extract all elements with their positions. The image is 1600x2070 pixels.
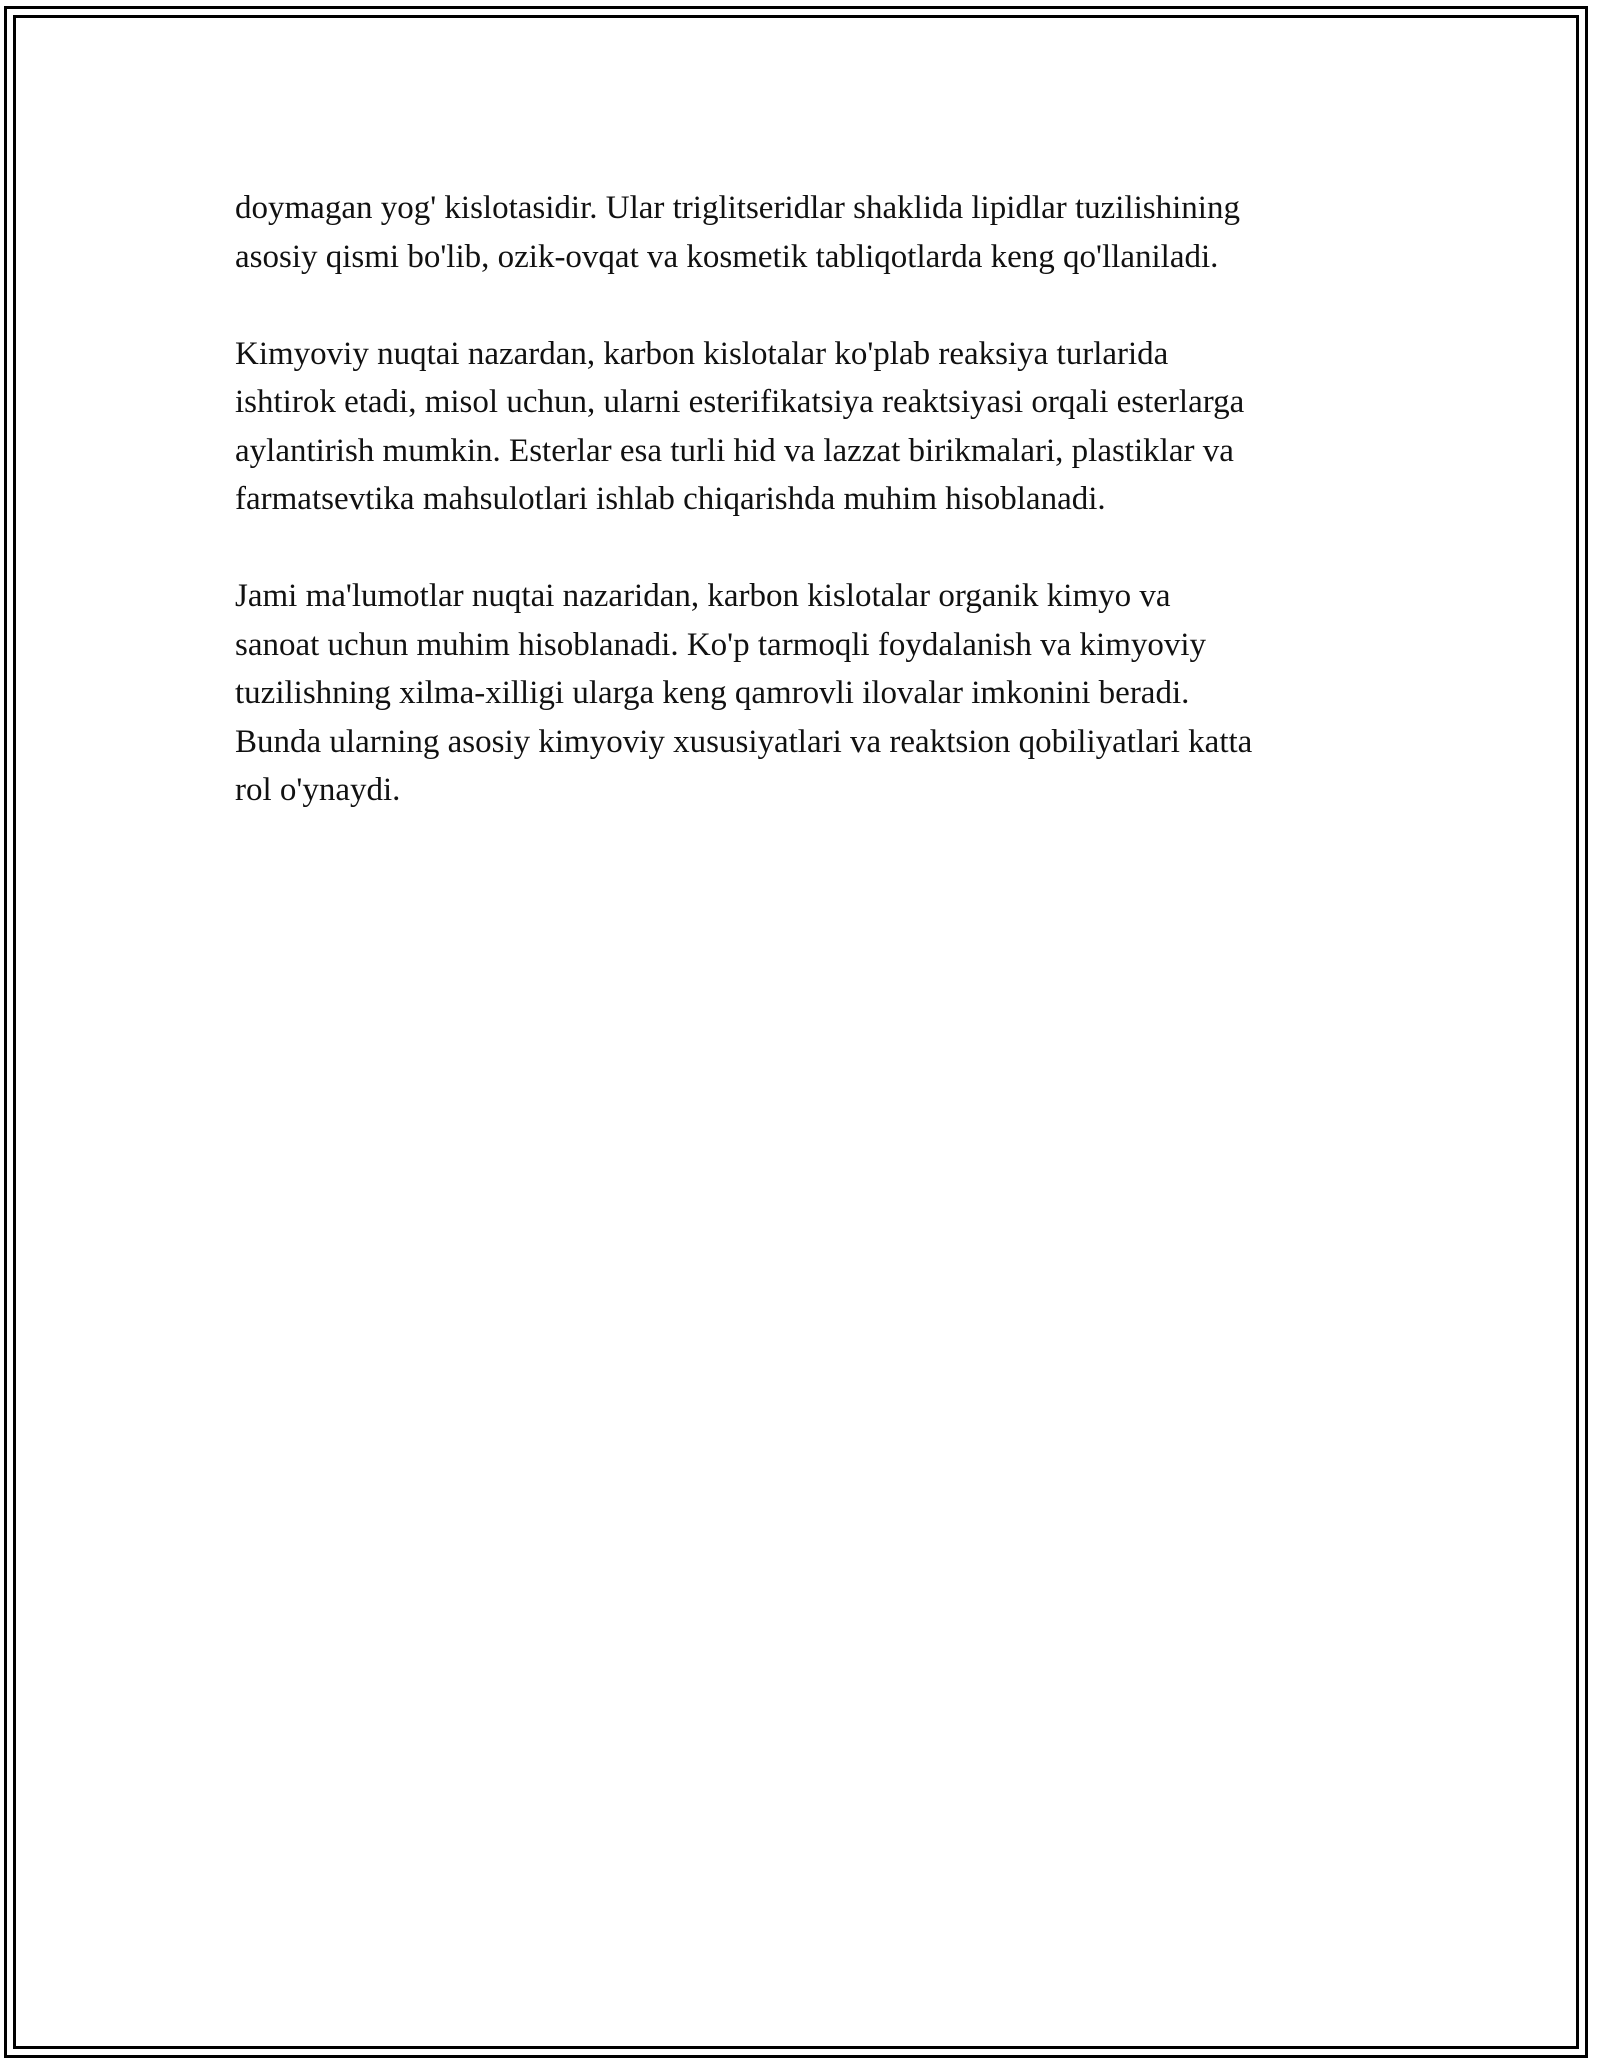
text-line: rol o'ynaydi. xyxy=(235,772,401,808)
text-line: asosiy qismi bo'lib, ozik-ovqat va kosmetik tabliqotlarda keng qo'llaniladi. xyxy=(235,238,1219,275)
text-line: Jami ma'lumotlar nuqtai nazaridan, karbon kislotalar organik kimyo va xyxy=(235,578,1171,614)
document-body xyxy=(235,184,1375,863)
text-line: sanoat uchun muhim hisoblanadi. Ko'p tarmoqli foydalanish va kimyoviy xyxy=(235,626,1207,663)
text-line: Kimyoviy nuqtai nazardan, karbon kislotalar ko'plab reaksiya turlarida xyxy=(235,335,1169,372)
text-line: ishtirok etadi, misol uchun, ularni esterifikatsiya reaktsiyasi orqali esterlarga xyxy=(235,384,1245,420)
text-line: tuzilishning xilma-xilligi ularga keng qamrovli ilovalar imkonini beradi. xyxy=(235,675,1190,711)
text-line: Bunda ularning asosiy kimyoviy xususiyatlari va reaktsion qobiliyatlari katta xyxy=(235,723,1253,760)
text-line: farmatsevtika mahsulotlari ishlab chiqarishda muhim hisoblanadi. xyxy=(235,481,1106,517)
paragraph-3 xyxy=(235,572,1375,815)
text-line: doymagan yog' kislotasidir. Ular triglitseridlar shaklida lipidlar tuzilishining xyxy=(235,190,1240,226)
text-line: aylantirish mumkin. Esterlar esa turli hid va lazzat birikmalari, plastiklar va xyxy=(235,432,1234,469)
paragraph-1 xyxy=(235,184,1375,281)
paragraph-2 xyxy=(235,330,1375,524)
